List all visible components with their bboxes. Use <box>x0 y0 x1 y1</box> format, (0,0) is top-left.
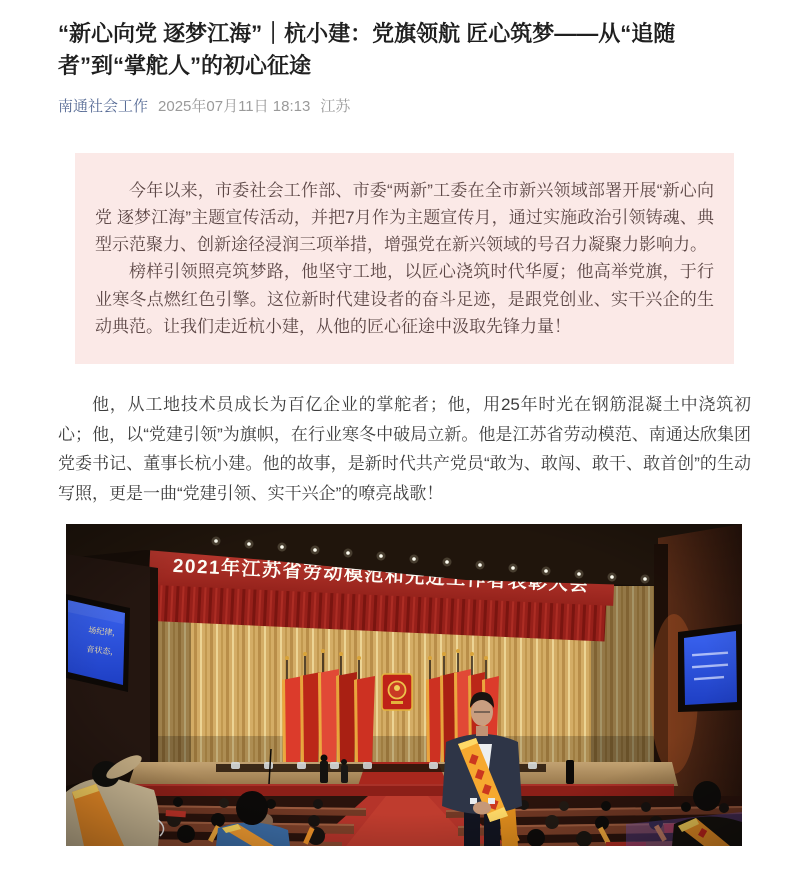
body-paragraph: 他，从工地技术员成长为百亿企业的掌舵者；他，用25年时光在钢筋混凝土中浇筑初心；他，以“党建引领”为旗帜，在行业寒冬中破局立新。他是江苏省劳动模范、南通达欣集团党委书记、董事长杭小建。他的故事，是新时代共产党员“敢为、敢闯、敢干、敢首创”的生动写照，更是一曲“党建引领、实干兴企”的嘹亮战歌！ <box>58 394 751 504</box>
ceremony-photo-illustration <box>66 524 742 846</box>
article <box>0 18 809 846</box>
byline <box>58 95 751 116</box>
photo-vignette <box>66 524 742 846</box>
highlight-paragraph-1: 今年以来，市委社会工作部、市委“两新”工委在全市新兴领域部署开展“新心向党 逐梦江海”主题宣传活动，并把7月作为主题宣传月，通过实施政治引领铸魂、典型示范聚力、创新途径浸润三项举措，增强党在新兴领域的号召力凝聚力影响力。 <box>95 180 714 255</box>
publish-location: 江苏 <box>320 97 351 115</box>
publish-date: 2025年07月11日 18:13 <box>158 97 311 115</box>
ceremony-photo <box>66 524 742 846</box>
highlight-paragraph-2: 榜样引领照亮筑梦路，他坚守工地，以匠心浇筑时代华厦；他高举党旗，于行业寒冬点燃红色引擎。这位新时代建设者的奋斗足迹，是跟党创业、实干兴企的生动典范。让我们走近杭小建，从他的匠心征途中汲取先锋力量！ <box>95 262 714 336</box>
article-title: “新心向党 逐梦江海”｜杭小建：党旗领航 匠心筑梦——从“追随者”到“掌舵人”的初心征途 <box>58 21 676 78</box>
highlight-box <box>75 153 734 364</box>
account-name-link[interactable]: 南通社会工作 <box>58 97 149 115</box>
